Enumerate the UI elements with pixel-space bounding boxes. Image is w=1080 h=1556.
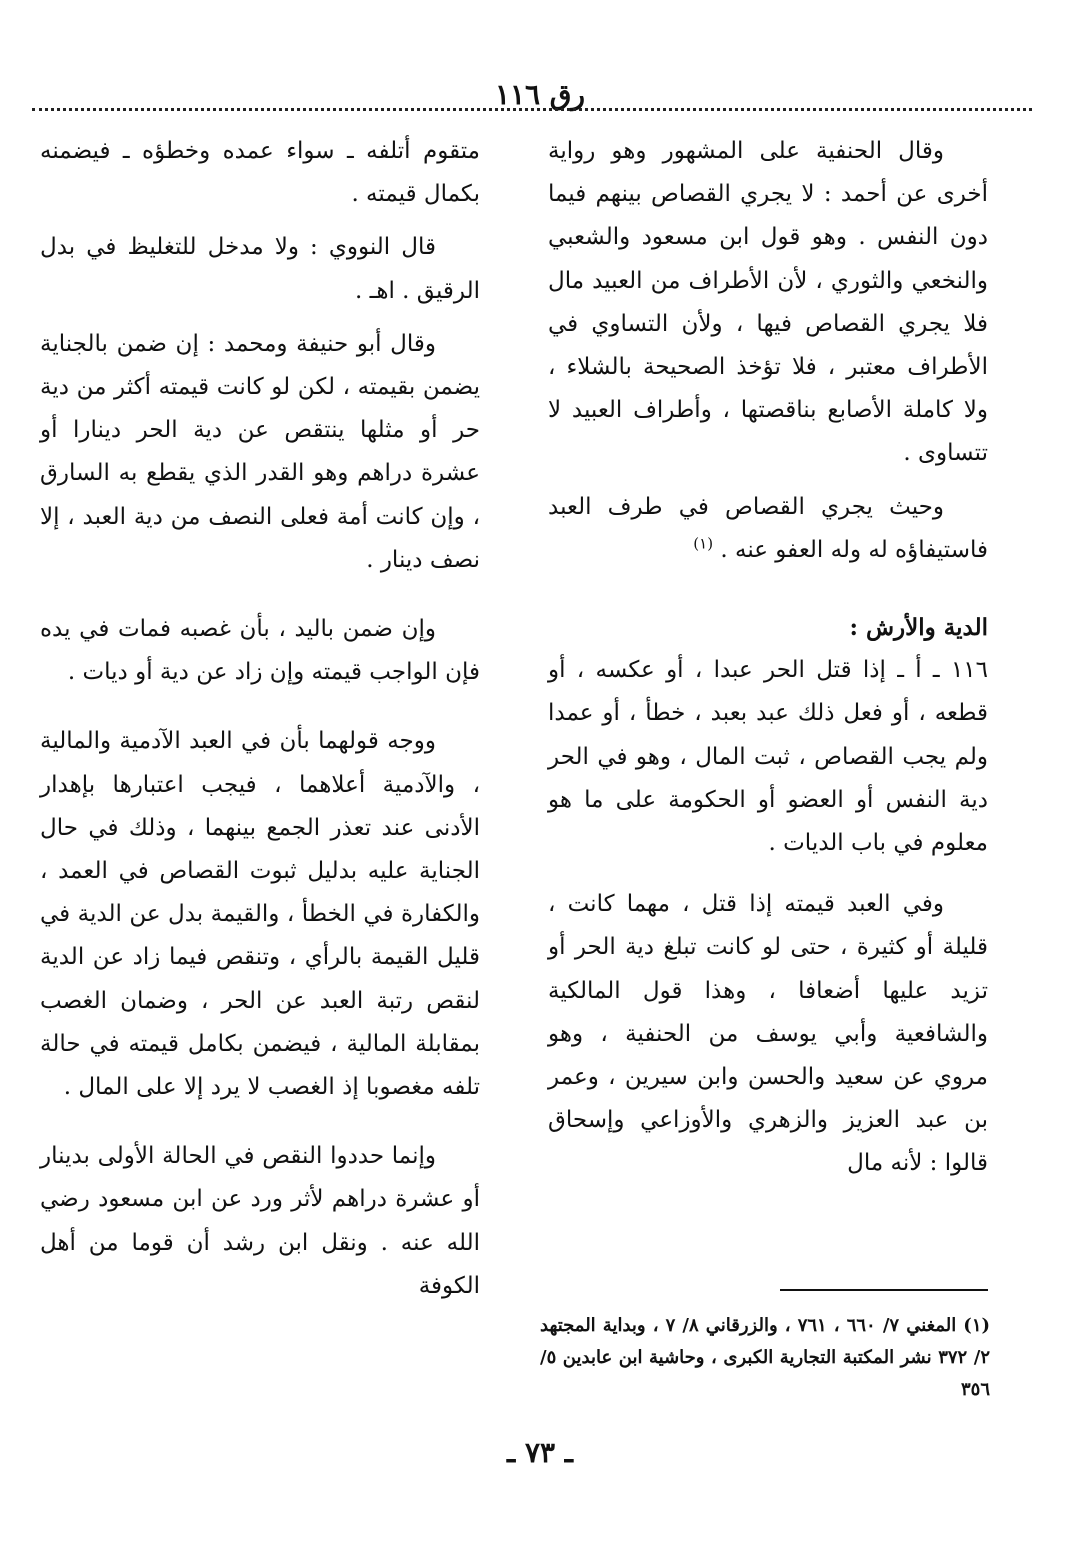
page-number: ـ ٧٣ ـ: [507, 1436, 573, 1469]
paragraph: وإنما حددوا النقص في الحالة الأولى بدينار أو عشرة دراهم لأثر ورد عن ابن مسعود رضي الله عنه . ونقل ابن رشد أن قوما من أهل الكوفة: [40, 1143, 480, 1299]
paragraph: قال النووي : ولا مدخل للتغليظ في بدل الرقيق . اهـ .: [40, 234, 480, 304]
footnote-reference: (١): [693, 534, 714, 553]
footnote: (١) المغني ٧/ ٦٦٠ ، ٧٦١ ، والزرقاني ٨/ ٧ ، وبداية المجتهد ٢/ ٣٧٢ نشر المكتبة التجارية الكبرى ، وحاشية ابن عابدين ٥/ ٣٥٦: [540, 1315, 991, 1400]
paragraph: وإن ضمن باليد ، بأن غصبه فمات في يده فإن الواجب قيمته وإن زاد عن دية أو ديات .: [40, 616, 480, 686]
paragraph-text: وحيث يجري القصاص في طرف العبد فاستيفاؤه له وله العفو عنه .: [548, 493, 988, 563]
footnote-separator: [780, 1289, 988, 1291]
left-column: [40, 130, 480, 1308]
paragraph: وقال أبو حنيفة ومحمد : إن ضمن بالجناية يضمن بقيمته ، لكن لو كانت قيمته أكثر من دية حر أو مثلها ينتقص عن دية الحر دينارا أو عشرة دراهم وهو القدر الذي يقطع به السارق ، وإن كانت أمة فعلى النصف من دية العبد ، إلا نصف دينار .: [40, 330, 480, 573]
paragraph: وقال الحنفية على المشهور وهو رواية أخرى عن أحمد : لا يجري القصاص بينهم فيما دون النفس . وهو قول ابن مسعود والشعبي والنخعي والثوري ، لأن الأطراف من العبيد مال فلا يجري القصاص فيها ، ولأن التساوي في الأطراف معتبر ، فلا تؤخذ الصحيحة بالشلاء ، ولا كاملة الأصابع بناقصتها ، وأطراف العبيد لا تتساوى .: [548, 138, 988, 467]
right-column: [548, 130, 988, 1186]
header-dotted-rule: [32, 108, 1032, 111]
paragraph: ١١٦ ـ أ ـ إذا قتل الحر عبدا ، أو عكسه ، أو قطعه ، أو فعل ذلك عبد بعبد ، خطأ ، أو عمدا ولم يجب القصاص ، ثبت المال ، وهو في الحر دية النفس أو العضو أو الحكومة على ما هو معلوم في باب الديات .: [548, 657, 988, 857]
paragraph: ووجه قولهما بأن في العبد الآدمية والمالية ، والآدمية أعلاهما ، فيجب اعتبارها بإهدار الأدنى عند تعذر الجمع بينهما ، وذلك في حال الجناية عليه بدليل ثبوت القصاص في العمد ، والكفارة في الخطأ ، والقيمة بدل عن الدية في قليل القيمة بالرأي ، وتنقص فيما زاد عن الدية لنقص رتبة العبد عن الحر ، وضمان الغصب بمقابلة المالية ، فيضمن بكامل قيمته في حالة تلفه مغصوبا إذ الغصب لا يرد إلا على المال .: [40, 728, 480, 1101]
paragraph: وفي العبد قيمته إذا قتل ، مهما كانت ، قليلة أو كثيرة ، حتى لو كانت تبلغ دية الحر أو تزيد عليها أضعافا ، وهذا قول المالكية والشافعية وأبي يوسف من الحنفية ، وهو مروي عن سعيد والحسن وابن سيرين ، وعمر بن عبد العزيز والزهري والأوزاعي وإسحاق قالوا : لأنه مال: [548, 891, 988, 1177]
section-heading: الدية والأرش :: [849, 614, 988, 642]
paragraph: متقوم أتلفه ـ سواء عمده وخطؤه ـ فيضمنه بكمال قيمته .: [40, 138, 480, 208]
paragraph: [548, 486, 988, 572]
page-header-label: رق ١١٦: [494, 78, 586, 111]
